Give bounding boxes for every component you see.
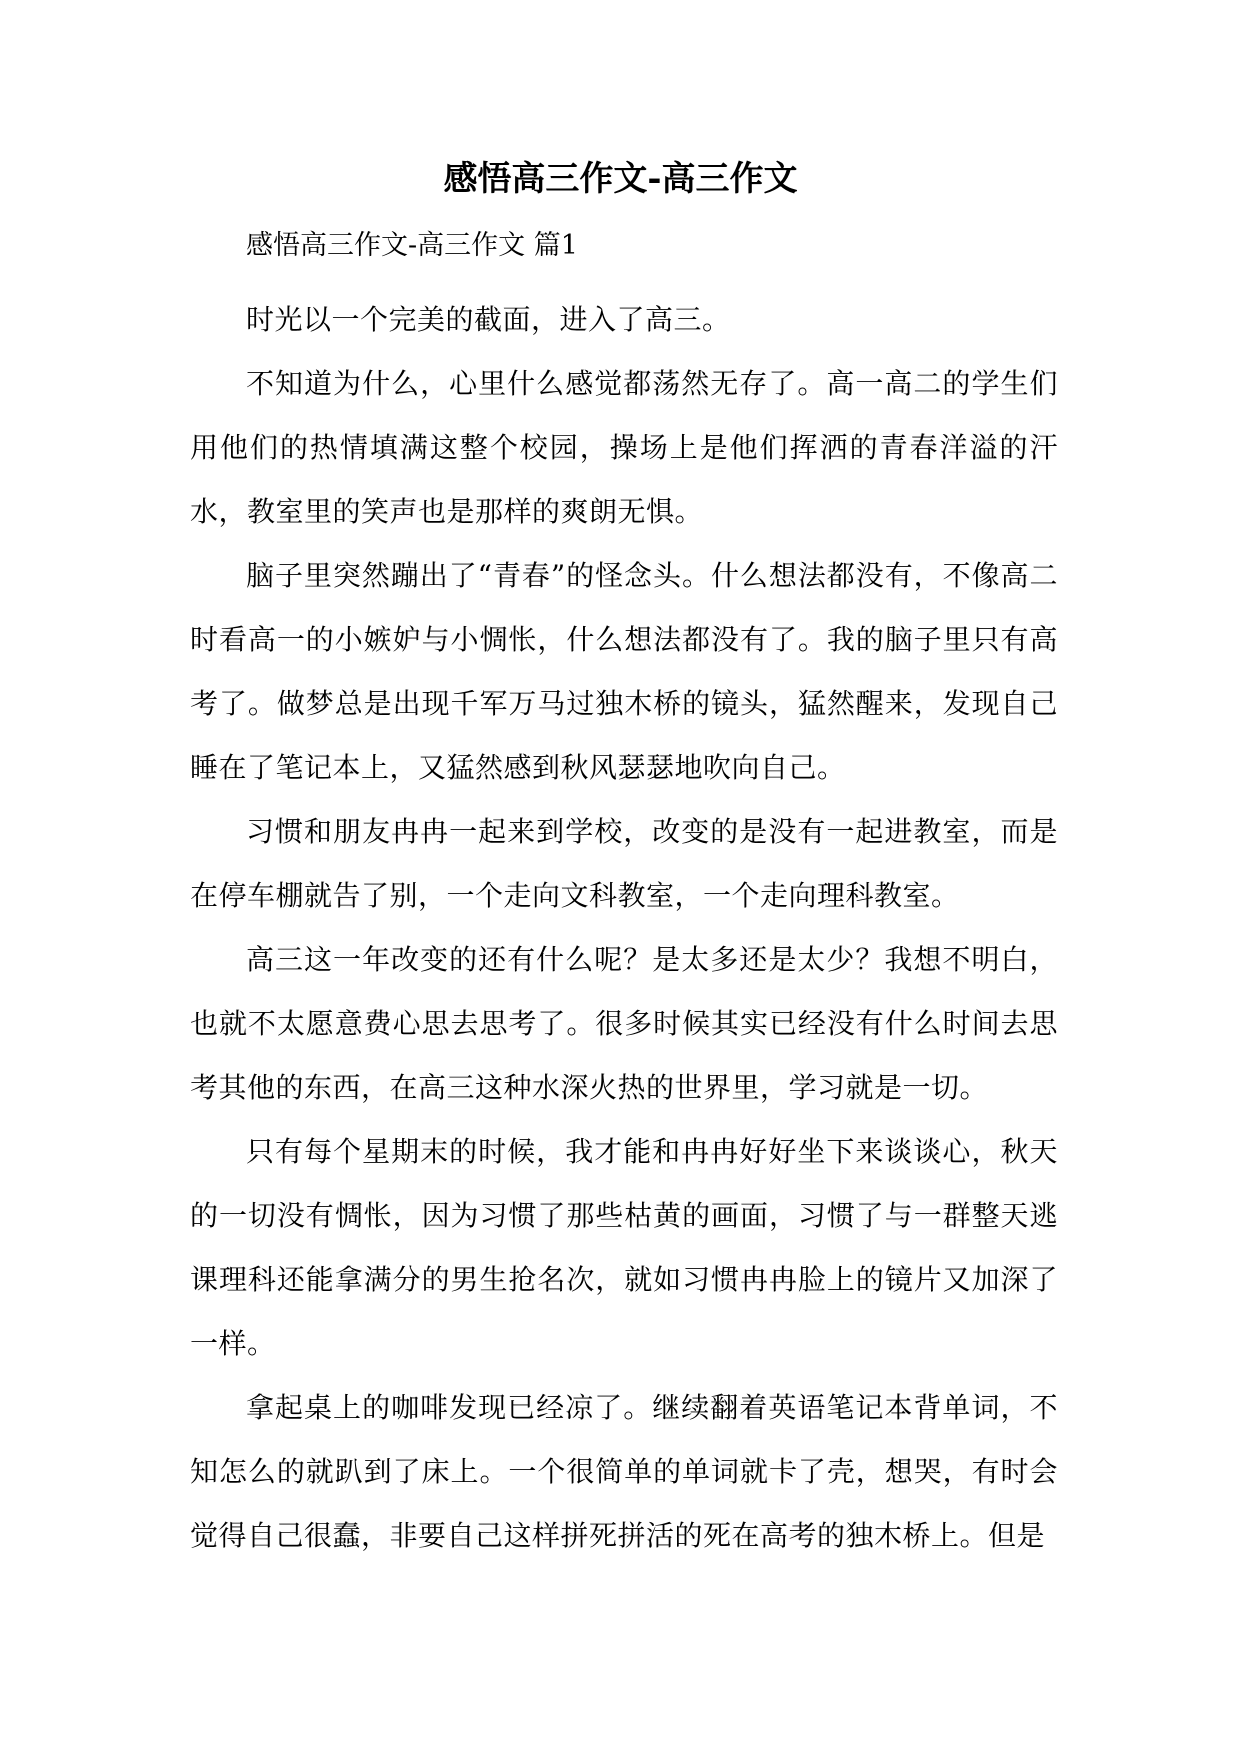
paragraph-2: 不知道为什么，心里什么感觉都荡然无存了。高一高二的学生们用他们的热情填满这整个校园，操场上是他们挥洒的青春洋溢的汗水，教室里的笑声也是那样的爽朗无惧。: [190, 367, 1058, 528]
paragraph-7: 拿起桌上的咖啡发现已经凉了。继续翻着英语笔记本背单词，不知怎么的就趴到了床上。一个很简单的单词就卡了壳，想哭，有时会觉得自己很蠢，非要自己这样拼死拼活的死在高考的独木桥上。但是: [190, 1391, 1058, 1552]
paragraph-4: 习惯和朋友冉冉一起来到学校，改变的是没有一起进教室，而是在停车棚就告了别，一个走向文科教室，一个走向理科教室。: [190, 815, 1058, 912]
document-subtitle: 感悟高三作文-高三作文 篇1: [246, 230, 578, 261]
paragraph-1: 时光以一个完美的截面，进入了高三。: [246, 303, 731, 336]
paragraph-5: 高三这一年改变的还有什么呢？是太多还是太少？我想不明白，也就不太愿意费心思去思考了。很多时候其实已经没有什么时间去思考其他的东西，在高三这种水深火热的世界里，学习就是一切。: [190, 943, 1058, 1104]
document-body: [190, 288, 1058, 1568]
document-title: 感悟高三作文-高三作文: [443, 159, 798, 199]
paragraph-3: 脑子里突然蹦出了“青春”的怪念头。什么想法都没有，不像高二时看高一的小嫉妒与小惆怅，什么想法都没有了。我的脑子里只有高考了。做梦总是出现千军万马过独木桥的镜头，猛然醒来，发现自己睡在了笔记本上，又猛然感到秋风瑟瑟地吹向自己。: [190, 559, 1058, 784]
paragraph-6: 只有每个星期末的时候，我才能和冉冉好好坐下来谈谈心，秋天的一切没有惆怅，因为习惯了那些枯黄的画面，习惯了与一群整天逃课理科还能拿满分的男生抢名次，就如习惯冉冉脸上的镜片又加深了一样。: [190, 1135, 1058, 1360]
